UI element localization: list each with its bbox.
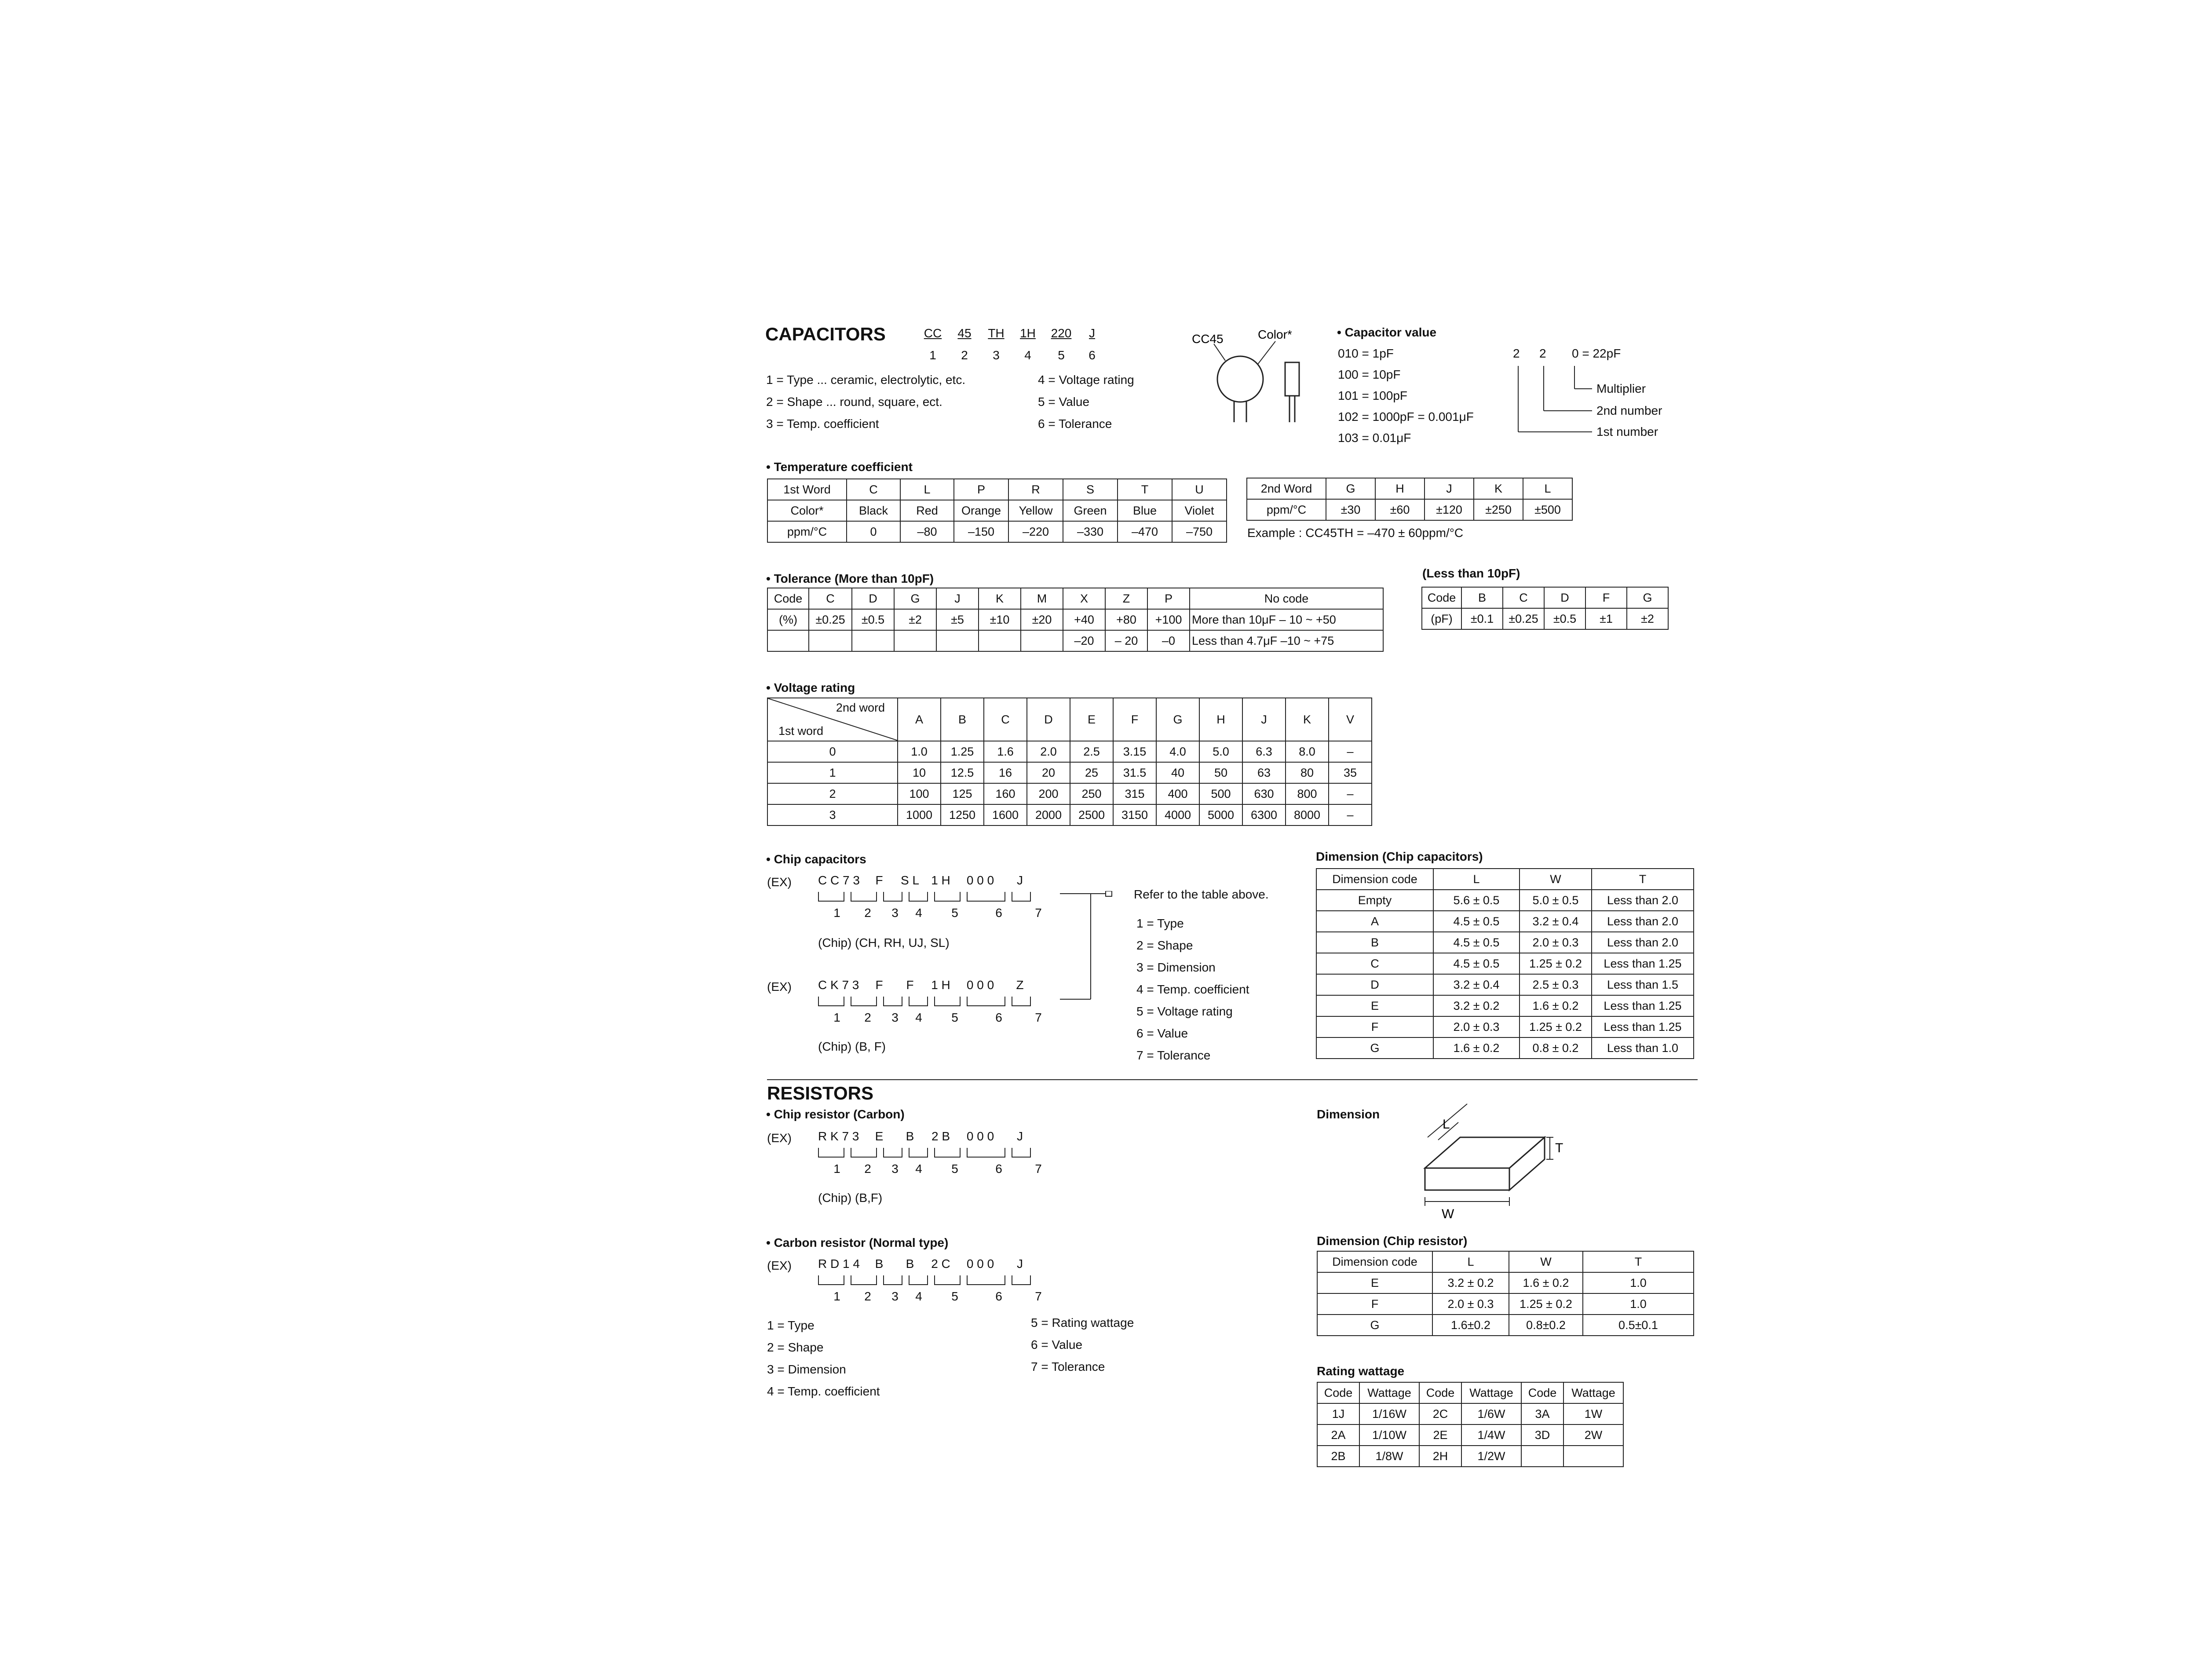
chip-caps-title: • Chip capacitors <box>766 852 866 866</box>
value-example-digit: 0 = 22pF <box>1572 347 1621 360</box>
rating-wattage-table <box>1317 1382 1624 1467</box>
voltage-title: • Voltage rating <box>766 681 855 694</box>
code-box <box>934 997 961 1006</box>
code-part: CC <box>924 326 942 340</box>
disc-body <box>1217 356 1263 402</box>
dim-chip-res-title: Dimension (Chip resistor) <box>1317 1234 1468 1248</box>
table-row: –20 – 20 –0 Less than 4.7μF –10 ~ +75 <box>767 630 1383 651</box>
tolerance-table <box>767 588 1384 652</box>
code-box <box>1012 1275 1031 1285</box>
table-row: 1st Word C L P R S T U <box>767 479 1227 500</box>
corner-cell <box>767 698 898 741</box>
capacitors-title: CAPACITORS <box>765 324 886 344</box>
code-box <box>851 997 877 1006</box>
chip-resistor-boxes <box>818 1148 1064 1160</box>
table-row: 1 10 12.5 16 20 25 31.5 40 50 63 80 35 <box>767 762 1372 783</box>
tolerance-small-table <box>1421 587 1669 630</box>
multiplier-label: Multiplier <box>1596 382 1646 395</box>
dim-w-label: W <box>1442 1207 1454 1221</box>
code-box <box>934 1148 961 1158</box>
chip-resistor-numbers: 1 2 3 4 5 6 7 <box>833 1162 1042 1176</box>
ex-label: (EX) <box>767 1259 792 1272</box>
code-number: 3 <box>993 348 1000 362</box>
code-box <box>883 1275 902 1285</box>
table-row: G 1.6 ± 0.2 0.8 ± 0.2 Less than 1.0 <box>1316 1037 1694 1059</box>
value-bracket-lines <box>1513 362 1601 441</box>
corner-1st-word: 1st word <box>778 724 824 738</box>
capacitor-legend-left: 1 = Type ... ceramic, electrolytic, etc. 2 = Shape ... round, square, ect. 3 = Temp. coefficient <box>766 373 966 431</box>
table-row: ppm/°C 0 –80 –150 –220 –330 –470 –750 <box>767 521 1227 542</box>
table-row: E 3.2 ± 0.2 1.6 ± 0.2 Less than 1.25 <box>1316 995 1694 1016</box>
rating-wattage-title: Rating wattage <box>1317 1364 1405 1378</box>
capacitor-code-numbers <box>917 348 1105 362</box>
carbon-resistor-code: R D 1 4 B B 2 C 0 0 0 J <box>818 1257 1023 1271</box>
chip-cap-note-2: (Chip) (B, F) <box>818 1040 886 1053</box>
chip-side-face <box>1509 1137 1545 1190</box>
table-row: 3 1000 1250 1600 2000 2500 3150 4000 5000 6300 8000 – <box>767 804 1372 825</box>
code-number: 5 <box>1058 348 1065 362</box>
code-box <box>851 1275 877 1285</box>
cc45-label: CC45 <box>1192 332 1224 346</box>
code-box <box>909 1275 928 1285</box>
chip-cap-code-2: C K 7 3 F F 1 H 0 0 0 Z <box>818 978 1024 992</box>
table-row: Code B C D F G <box>1422 587 1668 608</box>
capacitor-value-list: 010 = 1pF 100 = 10pF 101 = 100pF 102 = 1000pF = 0.001μF 103 = 0.01μF <box>1338 347 1474 445</box>
table-row: 2nd Word G H J K L <box>1247 478 1572 499</box>
dimension-title: Dimension <box>1317 1107 1380 1121</box>
code-number: 2 <box>961 348 968 362</box>
code-box <box>909 892 928 902</box>
code-part: 45 <box>957 326 972 340</box>
table-row: F 2.0 ± 0.3 1.25 ± 0.2 Less than 1.25 <box>1316 1016 1694 1037</box>
code-number: 4 <box>1024 348 1031 362</box>
side-body <box>1285 362 1299 396</box>
dim-chip-caps-title: Dimension (Chip capacitors) <box>1316 850 1483 863</box>
code-box <box>818 892 844 902</box>
voltage-table <box>767 698 1372 826</box>
corner-2nd-word: 2nd word <box>836 701 885 714</box>
table-row: 1J 1/16W 2C 1/6W 3A 1W <box>1317 1403 1623 1424</box>
table-row: A 4.5 ± 0.5 3.2 ± 0.4 Less than 2.0 <box>1316 911 1694 932</box>
color-label: Color* <box>1258 328 1292 341</box>
table-row: Dimension code L W T <box>1316 869 1694 890</box>
chip-cap-boxes-1 <box>818 892 1064 904</box>
table-row: G 1.6±0.2 0.8±0.2 0.5±0.1 <box>1317 1315 1694 1336</box>
code-box <box>883 1148 902 1158</box>
section-divider <box>767 1079 1698 1080</box>
table-row: D 3.2 ± 0.4 2.5 ± 0.3 Less than 1.5 <box>1316 974 1694 995</box>
tolerance-small-title: (Less than 10pF) <box>1422 566 1520 580</box>
temp-coeff-example: Example : CC45TH = –470 ± 60ppm/°C <box>1247 526 1464 540</box>
code-box <box>909 997 928 1006</box>
temp-coeff-title: • Temperature coefficient <box>766 460 913 474</box>
capacitor-value-title: • Capacitor value <box>1337 325 1437 339</box>
table-row: C 4.5 ± 0.5 1.25 ± 0.2 Less than 1.25 <box>1316 953 1694 974</box>
code-part: 220 <box>1051 326 1072 340</box>
leader-line <box>1214 344 1225 361</box>
code-box <box>909 1148 928 1158</box>
code-box <box>967 1148 1005 1158</box>
dim-chip-caps-table <box>1316 868 1694 1059</box>
carbon-resistor-boxes <box>818 1275 1064 1287</box>
code-box <box>1012 892 1031 902</box>
chip-dimension-diagram <box>1416 1102 1566 1221</box>
table-row: (pF) ±0.1 ±0.25 ±0.5 ±1 ±2 <box>1422 608 1668 629</box>
table-row: Dimension code L W T <box>1317 1251 1694 1272</box>
table-row: Color* Black Red Orange Yellow Green Blue Violet <box>767 500 1227 521</box>
table-row: ppm/°C ±30 ±60 ±120 ±250 ±500 <box>1247 499 1572 520</box>
capacitor-code <box>917 326 1105 340</box>
code-box <box>818 1275 844 1285</box>
code-box <box>818 997 844 1006</box>
code-box <box>851 1148 877 1158</box>
table-row: F 2.0 ± 0.3 1.25 ± 0.2 1.0 <box>1317 1293 1694 1315</box>
code-part: J <box>1089 326 1095 340</box>
chip-front-face <box>1425 1168 1509 1190</box>
capacitor-diagram <box>1187 325 1319 427</box>
table-row: Empty 5.6 ± 0.5 5.0 ± 0.5 Less than 2.0 <box>1316 890 1694 911</box>
resistor-legend-right: 5 = Rating wattage 6 = Value 7 = Tolerance <box>1031 1316 1134 1373</box>
code-number: 6 <box>1089 348 1096 362</box>
code-box <box>883 997 902 1006</box>
table-row: E 3.2 ± 0.2 1.6 ± 0.2 1.0 <box>1317 1272 1694 1293</box>
ex-label: (EX) <box>767 1131 792 1145</box>
code-number: 1 <box>929 348 936 362</box>
table-row: (%) ±0.25 ±0.5 ±2 ±5 ±10 ±20 +40 +80 +100 More than 10μF – 10 ~ +50 <box>767 609 1383 630</box>
code-box <box>934 892 961 902</box>
carbon-resistor-title: • Carbon resistor (Normal type) <box>766 1236 949 1249</box>
chip-resistor-note: (Chip) (B,F) <box>818 1191 883 1205</box>
chip-resistor-title: • Chip resistor (Carbon) <box>766 1107 905 1121</box>
table-row: Code C D G J K M X Z P No code <box>767 588 1383 609</box>
second-number-label: 2nd number <box>1596 404 1662 417</box>
table-row: 0 1.0 1.25 1.6 2.0 2.5 3.15 4.0 5.0 6.3 8.0 – <box>767 741 1372 762</box>
value-example-digit: 2 <box>1513 347 1520 360</box>
ex-label: (EX) <box>767 875 792 889</box>
table-row: B 4.5 ± 0.5 2.0 ± 0.3 Less than 2.0 <box>1316 932 1694 953</box>
capacitor-legend-right: 4 = Voltage rating 5 = Value 6 = Tolerance <box>1038 373 1134 431</box>
table-row: 2A 1/10W 2E 1/4W 3D 2W <box>1317 1424 1623 1446</box>
chip-cap-boxes-2 <box>818 997 1064 1008</box>
tolerance-title: • Tolerance (More than 10pF) <box>766 572 934 585</box>
value-example-digit: 2 <box>1539 347 1546 360</box>
first-number-label: 1st number <box>1596 425 1658 438</box>
leader-line <box>1258 341 1275 364</box>
code-box <box>883 892 902 902</box>
chip-cap-numbers-1: 1 2 3 4 5 6 7 <box>833 906 1042 920</box>
dim-t-label: T <box>1555 1141 1563 1155</box>
chip-cap-numbers-2: 1 2 3 4 5 6 7 <box>833 1011 1042 1024</box>
refer-text: Refer to the table above. <box>1134 887 1269 901</box>
code-box <box>967 892 1005 902</box>
refer-bracket <box>1060 891 1113 1010</box>
temp-coeff-table-1st-word <box>767 478 1227 543</box>
chip-cap-legend: 1 = Type 2 = Shape 3 = Dimension 4 = Temp. coefficient 5 = Voltage rating 6 = Value 7 = Tolerance <box>1136 917 1249 1062</box>
chip-cap-note-1: (Chip) (CH, RH, UJ, SL) <box>818 936 950 950</box>
table-row: 2nd word 1st word A B C D E F G H J K V <box>767 698 1372 741</box>
code-part: 1H <box>1020 326 1036 340</box>
code-box <box>851 892 877 902</box>
code-box <box>818 1148 844 1158</box>
code-box <box>967 997 1005 1006</box>
code-box <box>967 1275 1005 1285</box>
code-part: TH <box>988 326 1005 340</box>
chip-cap-code-1: C C 7 3 F S L 1 H 0 0 0 J <box>818 873 1023 887</box>
resistor-legend-left: 1 = Type 2 = Shape 3 = Dimension 4 = Temp. coefficient <box>767 1318 880 1398</box>
chip-resistor-code: R K 7 3 E B 2 B 0 0 0 J <box>818 1129 1023 1143</box>
code-box <box>1012 1148 1031 1158</box>
dim-l-label: L <box>1443 1117 1450 1132</box>
table-row: 2B 1/8W 2H 1/2W <box>1317 1446 1623 1467</box>
ex-label: (EX) <box>767 980 792 993</box>
code-box <box>1012 997 1031 1006</box>
table-row: Code Wattage Code Wattage Code Wattage <box>1317 1382 1623 1403</box>
dim-chip-res-table <box>1317 1251 1694 1336</box>
code-box <box>934 1275 961 1285</box>
carbon-resistor-numbers: 1 2 3 4 5 6 7 <box>833 1289 1042 1303</box>
resistors-title: RESISTORS <box>767 1083 873 1103</box>
table-row: 2 100 125 160 200 250 315 400 500 630 800 – <box>767 783 1372 804</box>
temp-coeff-table-2nd-word <box>1246 478 1573 521</box>
